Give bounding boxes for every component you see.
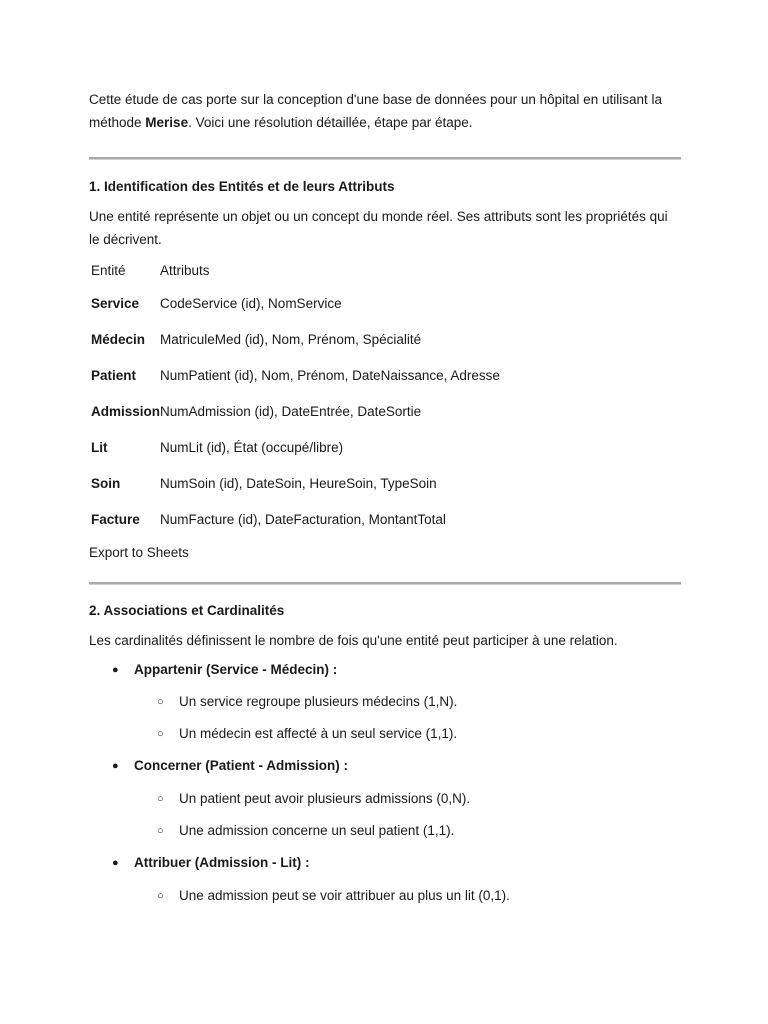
table-row bbox=[91, 321, 500, 357]
entity-name: Admission bbox=[91, 403, 161, 419]
section2-description: Les cardinalités définissent le nombre de fois qu'une entité peut participer à une relation. bbox=[89, 633, 618, 648]
entity-attributes: NumAdmission (id), DateEntrée, DateSortie bbox=[160, 403, 422, 419]
cardinality-item: ○ Une admission concerne un seul patient (1,1). bbox=[157, 823, 455, 838]
bullet-circle-icon: ○ bbox=[157, 728, 164, 740]
cardinality-item: ○ Un patient peut avoir plusieurs admissions (0,N). bbox=[157, 791, 471, 806]
entity-attributes: NumLit (id), État (occupé/libre) bbox=[160, 439, 344, 455]
table-row bbox=[91, 429, 500, 465]
cardinality-item: ○ Un service regroupe plusieurs médecins (1,N). bbox=[157, 694, 458, 709]
entity-attributes: CodeService (id), NomService bbox=[160, 295, 342, 311]
intro-text-after: . Voici une résolution détaillée, étape par étape. bbox=[188, 115, 473, 130]
table-header-entity: Entité bbox=[91, 263, 126, 278]
table-row bbox=[91, 465, 500, 501]
association-item bbox=[89, 757, 681, 840]
association-label: Attribuer (Admission - Lit) : bbox=[134, 855, 310, 870]
horizontal-rule bbox=[89, 582, 681, 585]
table-row bbox=[91, 285, 500, 321]
bullet-circle-icon: ○ bbox=[157, 793, 164, 805]
table-header-attributes: Attributs bbox=[160, 263, 210, 278]
entity-attributes: NumFacture (id), DateFacturation, MontantTotal bbox=[160, 511, 446, 527]
table-row bbox=[91, 393, 500, 429]
bullet-dot-icon: ● bbox=[112, 664, 119, 676]
intro-bold-method: Merise bbox=[145, 115, 189, 130]
table-header-row bbox=[91, 263, 500, 285]
entity-attributes: NumSoin (id), DateSoin, HeureSoin, TypeSoin bbox=[160, 475, 437, 491]
entity-name: Patient bbox=[91, 367, 137, 383]
entity-attributes: NumPatient (id), Nom, Prénom, DateNaissance, Adresse bbox=[160, 367, 500, 383]
export-to-sheets-link[interactable]: Export to Sheets bbox=[89, 545, 189, 560]
section2-title: 2. Associations et Cardinalités bbox=[89, 603, 285, 618]
associations-list bbox=[89, 661, 681, 905]
entity-attributes: MatriculeMed (id), Nom, Prénom, Spécialité bbox=[160, 331, 422, 347]
entity-name: Service bbox=[91, 295, 140, 311]
table-row bbox=[91, 501, 500, 537]
bullet-circle-icon: ○ bbox=[157, 825, 164, 837]
bullet-dot-icon: ● bbox=[112, 857, 119, 869]
section1-title: 1. Identification des Entités et de leurs Attributs bbox=[89, 179, 395, 194]
cardinality-item: ○ Un médecin est affecté à un seul service (1,1). bbox=[157, 726, 458, 741]
entity-name: Lit bbox=[91, 439, 108, 455]
section1-description: Une entité représente un objet ou un concept du monde réel. Ses attributs sont les propriétés qui le décrivent. bbox=[89, 209, 668, 247]
horizontal-rule bbox=[89, 157, 681, 160]
intro-paragraph bbox=[89, 88, 681, 134]
bullet-dot-icon: ● bbox=[112, 760, 119, 772]
association-item bbox=[89, 661, 681, 743]
intro-text-before: Cette étude de cas porte sur la conception d'une base de données pour un hôpital en utilisant la méthode bbox=[89, 92, 662, 130]
association-label: Appartenir (Service - Médecin) : bbox=[134, 662, 338, 677]
cardinality-list bbox=[134, 887, 681, 905]
document-page bbox=[89, 88, 681, 905]
entity-name: Soin bbox=[91, 475, 121, 491]
entity-name: Facture bbox=[91, 511, 140, 527]
table-row bbox=[91, 357, 500, 393]
association-label: Concerner (Patient - Admission) : bbox=[134, 758, 349, 773]
cardinality-list bbox=[134, 790, 681, 840]
entity-name: Médecin bbox=[91, 331, 146, 347]
bullet-circle-icon: ○ bbox=[157, 890, 164, 902]
cardinality-list bbox=[134, 693, 681, 743]
association-item bbox=[89, 854, 681, 905]
entities-table bbox=[91, 263, 500, 537]
cardinality-item: ○ Une admission peut se voir attribuer au plus un lit (0,1). bbox=[157, 888, 510, 903]
bullet-circle-icon: ○ bbox=[157, 696, 164, 708]
